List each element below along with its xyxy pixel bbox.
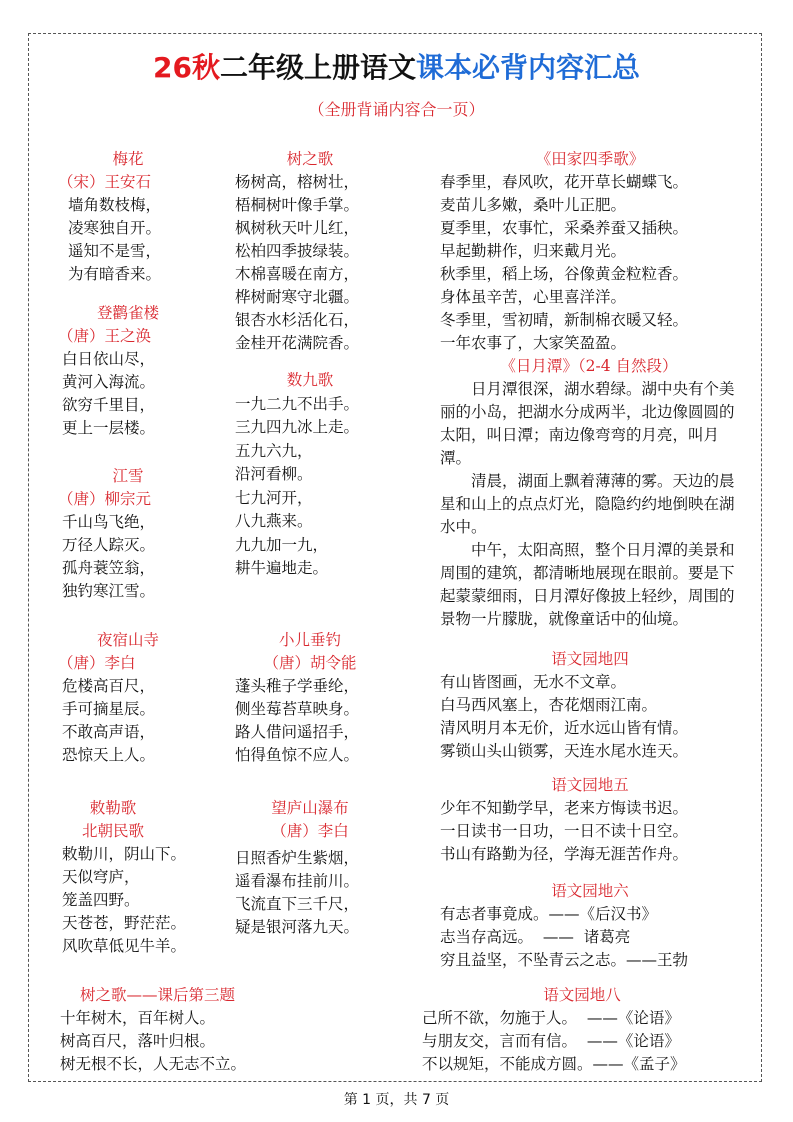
text-line: 不以规矩，不能成方圆。——《孟子》: [422, 1055, 686, 1073]
text-line: 冬季里，雪初晴，新制棉衣暖又轻。: [440, 311, 689, 329]
poem-title: 小儿垂钓: [278, 631, 341, 649]
poem-line: 笼盖四野。: [62, 891, 140, 909]
poem-title: 望庐山瀑布: [271, 799, 349, 817]
poem-title: 敕勒歌: [89, 799, 137, 817]
text-paragraph: 日月潭很深，湖水碧绿。湖中央有个美丽的小岛，把湖水分成两半，北边像圆圆的太阳，叫日潭；南边像弯弯的月亮，叫月潭。: [440, 380, 735, 467]
poem-title: 江雪: [112, 467, 144, 485]
text-line: 一日读书一日功，一日不读十日空。: [440, 822, 689, 840]
poem-author: （唐）王之涣: [58, 327, 152, 345]
poem-chuidiao: [235, 629, 385, 767]
text-line: 白马西风塞上，杏花烟雨江南。: [440, 696, 658, 714]
text-paragraph: 清晨，湖面上飘着薄薄的雾。天边的晨星和山上的点点灯光，隐隐约约地倒映在湖水中。: [440, 472, 735, 536]
poem-line: 不敢高声语，: [62, 723, 156, 741]
poem-line: 遥知不是雪，: [68, 242, 162, 260]
poem-line: 八九燕来。: [235, 512, 313, 530]
section-title: 语文园地八: [543, 986, 621, 1004]
title-grade: 二年级上册语文: [219, 51, 416, 84]
poem-line: 侧坐莓苔草映身。: [235, 700, 360, 718]
text-line: 有志者事竟成。——《后汉书》: [440, 905, 658, 923]
poem-line: 敕勒川，阴山下。: [62, 845, 187, 863]
poem-line: 天苍苍，野茫茫。: [62, 914, 187, 932]
poem-line: 日照香炉生紫烟，: [235, 849, 360, 867]
poem-line: 飞流直下三千尺，: [235, 895, 360, 913]
poem-line: 凌寒独自开。: [68, 219, 162, 237]
poem-line: 三九四九冰上走。: [235, 418, 360, 436]
page-title: [0, 46, 793, 86]
poem-line: 一九二九不出手。: [235, 394, 360, 413]
poem-line: 金桂开花满院香。: [235, 334, 360, 352]
text-line: 己所不欲，勿施于人。 ——《论语》: [422, 1009, 680, 1027]
poem-line: 恐惊天上人。: [62, 746, 156, 764]
text-line: 少年不知勤学早，老来方悔读书迟。: [440, 799, 689, 817]
text-line: 一年农事了，大家笑盈盈。: [440, 334, 627, 352]
poem-line: 五九六九，: [235, 441, 313, 460]
poem-line: 杨树高，榕树壮，: [235, 173, 360, 191]
poem-line: 木棉喜暖在南方，: [235, 265, 360, 283]
poem-author: （宋）王安石: [58, 173, 152, 191]
text-line: 穷且益坚，不坠青云之志。——王勃: [440, 951, 689, 969]
poem-line: 蓬头稚子学垂纶，: [235, 677, 360, 695]
poem-author: （唐）李白: [58, 654, 136, 672]
poem-line: 松柏四季披绿装。: [235, 242, 360, 260]
poem-chile: [58, 797, 208, 958]
poem-line: 欲穷千里目，: [62, 396, 156, 414]
poem-line: 九九加一九，: [235, 535, 329, 554]
poem-shuzhige: [235, 148, 385, 355]
section-title: 树之歌——课后第三题: [80, 986, 236, 1004]
poem-line: 为有暗香来。: [68, 265, 162, 283]
poem-author: 北朝民歌: [81, 822, 144, 840]
poem-shujiu: [235, 369, 385, 581]
poem-title: 梅花: [112, 150, 144, 168]
text-line: 麦苗儿多嫩，桑叶儿正肥。: [440, 196, 627, 214]
poem-line: 怕得鱼惊不应人。: [235, 746, 360, 764]
text-line: 春季里，春风吹，花开草长蝴蝶飞。: [440, 173, 689, 191]
text-line: 有山皆图画，无水不文章。: [440, 673, 627, 691]
poem-line: 手可摘星辰。: [62, 700, 156, 718]
text-tianjia: [440, 148, 740, 355]
poem-line: 黄河入海流。: [62, 373, 156, 391]
text-paragraph: 中午，太阳高照，整个日月潭的美景和周围的建筑，都清晰地展现在眼前。要是下起蒙蒙细雨，日月潭好像披上轻纱，周围的景物一片朦胧，就像童话中的仙境。: [440, 541, 735, 628]
section-title: 语文园地五: [551, 776, 629, 794]
poem-title: 登鹳雀楼: [96, 304, 159, 322]
poem-line: 风吹草低见牛羊。: [62, 937, 187, 955]
poem-yesu: [58, 629, 198, 767]
poem-jiangxue: [58, 465, 198, 603]
poem-meihua: [58, 148, 198, 286]
poem-line: 路人借问遥招手，: [235, 723, 360, 741]
poem-line: 万径人踪灭。: [62, 536, 156, 554]
section-yuandi8: [422, 984, 742, 1076]
poem-line: 耕牛遍地走。: [235, 559, 329, 577]
text-line: 清风明月本无价，近水远山皆有情。: [440, 719, 689, 737]
text-line: 夏季里，农事忙，采桑养蚕又插秧。: [440, 219, 689, 237]
poem-line: 天似穹庐，: [62, 868, 140, 886]
poem-line: 独钓寒江雪。: [62, 582, 156, 600]
page-subtitle: （全册背诵内容合一页）: [308, 100, 485, 119]
poem-line: 白日依山尽，: [62, 350, 156, 368]
text-line: 志当存高远。 —— 诸葛亮: [440, 928, 631, 946]
poem-line: 疑是银河落九天。: [235, 918, 360, 936]
text-line: 树高百尺，落叶归根。: [60, 1032, 216, 1050]
poem-title: 数九歌: [286, 371, 334, 389]
poem-author: （唐）柳宗元: [58, 490, 152, 508]
text-line: 早起勤耕作，归来戴月光。: [440, 242, 627, 260]
section-yuandi4: [440, 648, 740, 763]
poem-line: 危楼高百尺，: [62, 677, 156, 695]
poem-line: 遥看瀑布挂前川。: [235, 872, 360, 890]
text-line: 十年树木，百年树人。: [60, 1009, 216, 1027]
text-line: 树无根不长，人无志不立。: [60, 1055, 247, 1073]
section-title: 《田家四季歌》: [535, 150, 645, 168]
poem-author: （唐）胡令能: [263, 654, 357, 672]
poem-line: 孤舟蓑笠翁，: [62, 559, 156, 577]
section-title: 语文园地六: [551, 882, 629, 900]
poem-pubu: [235, 797, 385, 939]
poem-author: （唐）李白: [271, 822, 349, 840]
poem-line: 桦树耐寒守北疆。: [235, 288, 360, 306]
section-title: 语文园地四: [551, 650, 629, 668]
text-line: 书山有路勤为径，学海无涯苦作舟。: [440, 845, 689, 863]
page-number-footer: 第 1 页，共 7 页: [343, 1092, 450, 1108]
text-riyuetan: [440, 355, 738, 631]
section-title: 《日月潭》（2-4 自然段）: [500, 357, 678, 375]
section-shuzhige-exercise: [60, 984, 360, 1076]
poem-line: 枫树秋天叶儿红，: [235, 219, 360, 237]
poem-line: 银杏水杉活化石，: [235, 311, 360, 329]
text-line: 雾锁山头山锁雾，天连水尾水连天。: [440, 742, 689, 760]
poem-title: 夜宿山寺: [96, 631, 159, 649]
section-yuandi5: [440, 774, 740, 866]
title-topic: 课本必背内容汇总: [415, 51, 640, 84]
text-line: 身体虽辛苦，心里喜洋洋。: [440, 288, 627, 306]
section-yuandi6: [440, 880, 740, 972]
poem-line: 更上一层楼。: [62, 419, 156, 437]
poem-line: 梧桐树叶像手掌。: [235, 196, 360, 214]
poem-line: 沿河看柳。: [235, 465, 313, 483]
text-line: 秋季里，稻上场，谷像黄金粒粒香。: [440, 265, 689, 283]
title-term: 26秋: [153, 51, 220, 84]
poem-title: 树之歌: [286, 150, 334, 168]
poem-line: 七九河开，: [235, 488, 313, 507]
poem-line: 墙角数枝梅，: [68, 196, 162, 214]
poem-line: 千山鸟飞绝，: [62, 513, 156, 531]
poem-dengque: [58, 302, 198, 440]
text-line: 与朋友交，言而有信。 ——《论语》: [422, 1032, 680, 1050]
